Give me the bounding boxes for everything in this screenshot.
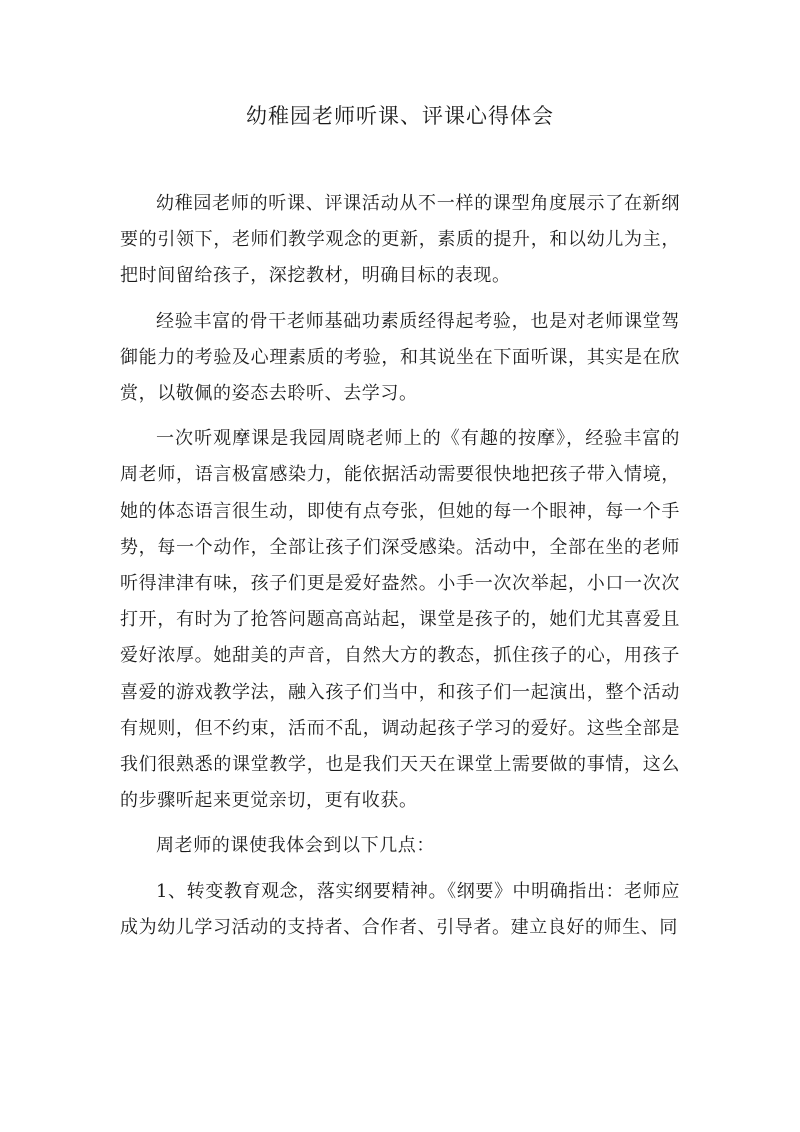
paragraph-2: 经验丰富的骨干老师基础功素质经得起考验，也是对老师课堂驾御能力的考验及心理素质的考验，和其说坐在下面听课，其实是在欣赏，以敬佩的姿态去聆听、去学习。 xyxy=(120,310,680,405)
document-title: 幼稚园老师听课、评课心得体会 xyxy=(246,104,554,128)
paragraph-3: 一次听观摩课是我园周晓老师上的《有趣的按摩》，经验丰富的周老师，语言极富感染力，能依据活动需要很快地把孩子带入情境，她的体态语言很生动，即使有点夸张，但她的每一个眼神，每一个手势，每一个动作，全部让孩子们深受感染。活动中，全部在坐的老师听得津津有味，孩子们更是爱好盎然。小手一次次举起，小口一次次打开，有时为了抢答问题高高站起，课堂是孩子的，她们尤其喜爱且爱好浓厚。她甜美的声音，自然大方的教态，抓住孩子的心，用孩子喜爱的游戏教学法，融入孩子们当中，和孩子们一起演出，整个活动有规则，但不约束，活而不乱，调动起孩子学习的爱好。这些全部是我们很熟悉的课堂教学，也是我们天天在课堂上需要做的事情，这么的步骤听起来更觉亲切，更有收获。 xyxy=(120,428,680,812)
document-body xyxy=(120,186,680,955)
paragraph-4: 周老师的课使我体会到以下几点： xyxy=(156,835,435,857)
paragraph-1: 幼稚园老师的听课、评课活动从不一样的课型角度展示了在新纲要的引领下，老师们教学观念的更新，素质的提升，和以幼儿为主，把时间留给孩子，深挖教材，明确目标的表现。 xyxy=(120,193,680,287)
paragraph-5: 1、转变教育观念，落实纲要精神。《纲要》中明确指出：老师应成为幼儿学习活动的支持者、合作者、引导者。建立良好的师生、同 xyxy=(120,880,680,938)
